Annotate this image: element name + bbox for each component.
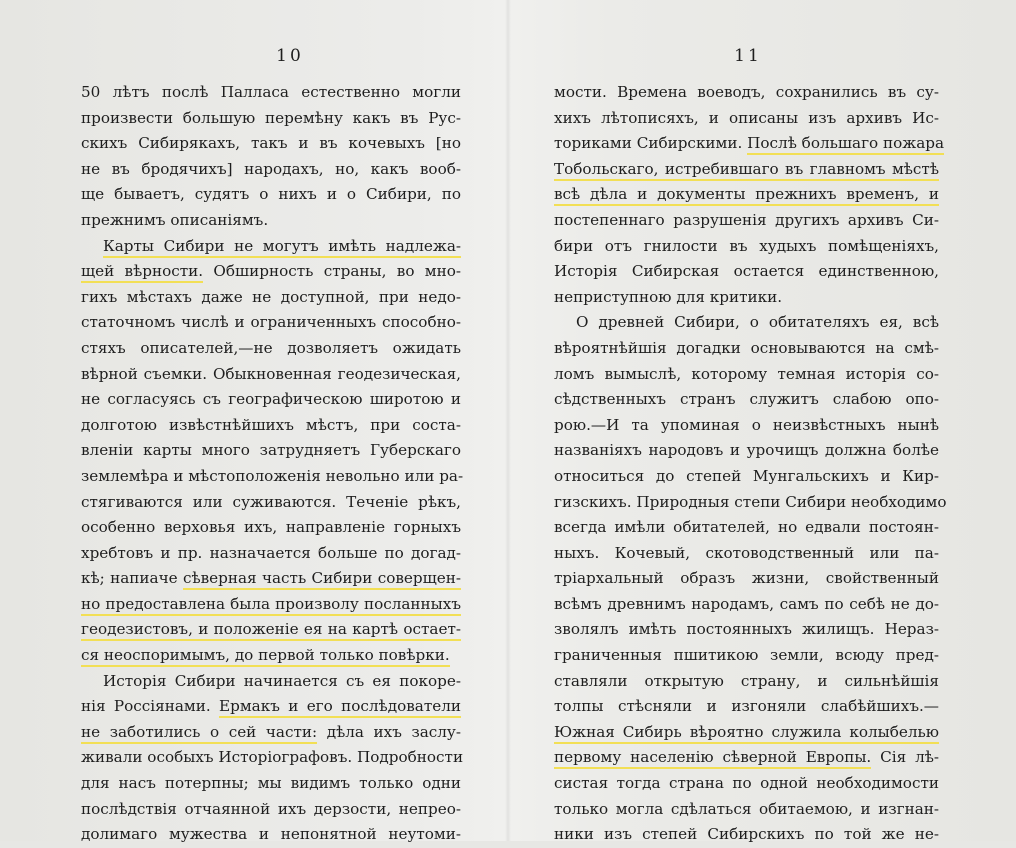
right-page (508, 0, 1016, 844)
text-line: долимаго мужества и непонятной неутоми- (81, 825, 461, 844)
text-line: бири отъ гнилости въ худыхъ помѣщеніяхъ, (554, 236, 939, 255)
text-line: мости. Времена воеводъ, сохранились въ су- (554, 83, 939, 101)
text-line: названіяхъ народовъ и урочищъ должна болѣе (554, 441, 939, 460)
text-line: особенно верховья ихъ, направленіе горныхъ (81, 518, 461, 537)
text-line (554, 182, 939, 208)
text-line: 50 лѣтъ послѣ Палласа естественно могли (81, 83, 461, 101)
text-line: Исторія Сибирская остается единственною, (554, 262, 939, 281)
left-page (0, 0, 506, 844)
text-line: щей вѣрности. Обширность страны, во мно- (81, 259, 461, 285)
page-text (81, 80, 464, 848)
highlighted-text: геодезистовъ, и положеніе ея на картѣ остает- (81, 620, 461, 641)
text-line: О древней Сибири, о обитателяхъ ея, всѣ (576, 313, 939, 332)
text-line (554, 157, 939, 183)
text-line (81, 234, 461, 260)
text-line: вѣрной съемки. Обыкновенная геодезическая, (81, 364, 461, 383)
text-line: долготою извѣстнѣйшихъ мѣстъ, при состa- (81, 415, 461, 434)
text-line (81, 617, 461, 643)
highlighted-text: первому населенію сѣверной Европы. (554, 748, 871, 769)
text-line: не въ бродячихъ] народахъ, но, какъ вооб- (81, 159, 461, 178)
text-line: ториками Сибирскими. Послѣ большаго пожара (554, 131, 939, 157)
page-text (554, 80, 947, 848)
text-line: для насъ потерпны; мы видимъ только одни (81, 774, 461, 793)
highlighted-text: Южная Сибирь вѣроятно служила колыбелью (554, 723, 939, 744)
text-line: зволялъ имѣть постоянныхъ жилищъ. Нераз- (554, 620, 939, 639)
text-line: прежнимъ описаніямъ. (81, 210, 269, 229)
text-line: скихъ Сибирякахъ, такъ и въ кочевыхъ [но (81, 134, 461, 153)
text-line: живали особыхъ Исторіографовъ. Подробности (81, 748, 464, 767)
text-line: только могла сдѣлаться обитаемою, и изгнан- (554, 799, 939, 818)
text-line: вленіи карты много затрудняетъ Губерскаго (81, 441, 461, 460)
text-line: гихъ мѣстахъ даже не доступной, при недо- (81, 287, 461, 306)
text-line: тріархальный образъ жизни, свойственный (554, 569, 939, 588)
text-line: гизскихъ. Природныя степи Сибири необходимо (554, 492, 947, 511)
text-line: нія Россіянами. Ермакъ и его послѣдователи (81, 694, 461, 720)
text-line: ставляли открытую страну, и сильнѣйшія (554, 671, 939, 690)
text-line: всегда имѣли обитателей, но едвали постоян- (554, 518, 939, 537)
text-line (554, 720, 939, 746)
highlighted-text: сѣверная часть Сибири соверщен- (183, 569, 461, 590)
text-line: первому населенію сѣверной Европы. Сія лѣ- (554, 745, 939, 771)
highlighted-text: не заботились о сей части: (81, 723, 317, 744)
highlighted-text: Тобольскаго, истребившаго въ главномъ мѣстѣ (554, 160, 939, 181)
text-line: хихъ лѣтописяхъ, и описаны изъ архивъ Ис- (554, 108, 939, 127)
text-line: неприступною для критики. (554, 287, 783, 306)
text-line: стяхъ описателей,—не дозволяетъ ожидать (81, 338, 461, 357)
text-line: систая тогда страна по одной необходимости (554, 774, 939, 793)
highlighted-text: но предоставлена была произволу посланныхъ (81, 595, 461, 616)
text-line: ныхъ. Кочевый, скотоводственный или па- (554, 543, 939, 562)
text-line: хребтовъ и пр. назначается больше по догад- (81, 543, 461, 562)
highlighted-text: Ермакъ и его послѣдователи (219, 697, 461, 718)
text-line: ники изъ степей Сибирскихъ по той же не- (554, 825, 939, 844)
text-line: толпы стѣсняли и изгоняли слабѣйшихъ.— (554, 697, 939, 716)
highlighted-text: ся неоспоримымъ, до первой только повѣрки. (81, 646, 450, 667)
highlighted-text: всѣ дѣла и документы прежнихъ временъ, и (554, 185, 939, 206)
text-line: землемѣра и мѣстоположенія невольно или ра- (81, 466, 464, 485)
text-line: произвести большую перемѣну какъ въ Рус- (81, 108, 461, 127)
text-line: стягиваются или суживаются. Теченіе рѣкъ, (81, 492, 461, 511)
highlighted-text: щей вѣрности. (81, 262, 203, 283)
highlighted-text: Послѣ большаго пожара (747, 134, 944, 155)
text-line: Исторія Сибири начинается съ ея покоре- (103, 671, 461, 690)
highlighted-text: Карты Сибири не могутъ имѣть надлежа- (103, 237, 461, 258)
text-line (81, 643, 461, 669)
page-number: 11 (734, 46, 762, 66)
text-line: рою.—И та упоминая о неизвѣстныхъ нынѣ (554, 415, 939, 434)
text-line: ще бываетъ, судятъ о нихъ и о Сибири, по (81, 185, 461, 204)
text-line: постепеннаго разрушенія другихъ архивъ Си- (554, 210, 939, 229)
text-line (81, 592, 461, 618)
text-line: статочномъ числѣ и ограниченныхъ способно- (81, 313, 461, 332)
text-line: относиться до степей Мунгальскихъ и Кир- (554, 466, 939, 485)
text-line: ломъ вымыслѣ, которому темная исторія со- (554, 364, 939, 383)
text-line: не согласуясь съ географическою широтою и (81, 390, 461, 409)
text-line: сѣдственныхъ странъ служитъ слабою опо- (554, 390, 939, 409)
text-line: граниченныя пшитикою земли, всюду пред- (554, 646, 939, 665)
page-number: 10 (276, 46, 304, 66)
text-line: всѣмъ древнимъ народамъ, самъ по себѣ не до- (554, 594, 939, 613)
text-line: не заботились о сей части: дѣла ихъ заслу- (81, 720, 461, 746)
text-line: кѣ; напиаче сѣверная часть Сибири соверщен- (81, 566, 461, 592)
text-line: послѣдствія отчаянной ихъ дерзости, непрео- (81, 799, 461, 818)
text-line: вѣроятнѣйшія догадки основываются на смѣ- (554, 338, 939, 357)
